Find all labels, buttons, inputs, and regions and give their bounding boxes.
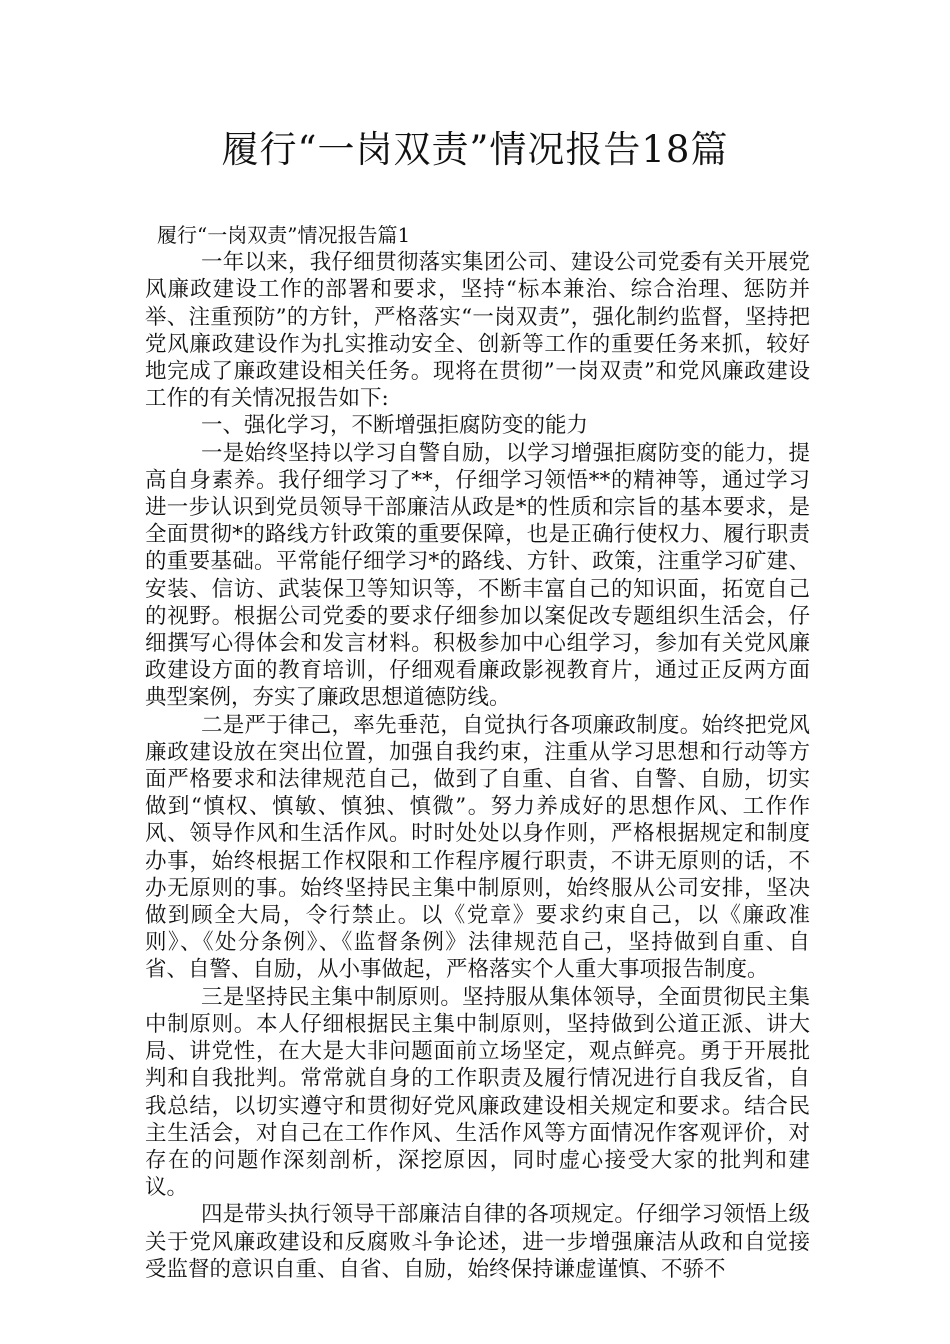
document-body <box>145 222 810 1283</box>
paragraph-intro: 一年以来，我仔细贯彻落实集团公司、建设公司党委有关开展党风廉政建设工作的部署和要求，坚持“标本兼治、综合治理、惩防并举、注重预防”的方针，严格落实“一岗双责”，强化制约监督，坚持把党风廉政建设作为扎实推动安全、创新等工作的重要任务来抓，较好地完成了廉政建设相关任务。现将在贯彻”一岗双责”和党风廉政建设工作的有关情况报告如下: <box>145 250 810 412</box>
document-title: 履行“一岗双责”情况报告18篇 <box>221 128 729 171</box>
paragraph-point-one: 一是始终坚持以学习自警自励，以学习增强拒腐防变的能力，提高自身素养。我仔细学习了**，仔细学习领悟**的精神等，通过学习进一步认识到党员领导干部廉洁从政是*的性质和宗旨的基本要求，是全面贯彻*的路线方针政策的重要保障，也是正确行使权力、履行职责的重要基础。平常能仔细学习*的路线、方针、政策，注重学习矿建、安装、信访、武装保卫等知识等，不断丰富自己的知识面，拓宽自己的视野。根据公司党委的要求仔细参加以案促改专题组织生活会，仔细撰写心得体会和发言材料。积极参加中心组学习，参加有关党风廉政建设方面的教育培训，仔细观看廉政影视教育片，通过正反两方面典型案例，夯实了廉政思想道德防线。 <box>145 440 810 711</box>
paragraph-point-four: 四是带头执行领导干部廉洁自律的各项规定。仔细学习领悟上级关于党风廉政建设和反腐败斗争论述，进一步增强廉洁从政和自觉接受监督的意识自重、自省、自励，始终保持谦虚谨慎、不骄不 <box>145 1202 810 1282</box>
paragraph-point-two: 二是严于律己，率先垂范，自觉执行各项廉政制度。始终把党风廉政建设放在突出位置，加强自我约束，注重从学习思想和行动等方面严格要求和法律规范自己，做到了自重、自省、自警、自励，切实做到“慎权、慎敏、慎独、慎微”。努力养成好的思想作风、工作作风、领导作风和生活作风。时时处处以身作则，严格根据规定和制度办事，始终根据工作权限和工作程序履行职责，不讲无原则的话，不办无原则的事。始终坚持民主集中制原则，始终服从公司安排，坚决做到顾全大局，令行禁止。以《党章》要求约束自己，以《廉政准则》、《处分条例》、《监督条例》法律规范自己，坚持做到自重、自省、自警、自励，从小事做起，严格落实个人重大事项报告制度。 <box>145 712 810 983</box>
paragraph-point-three: 三是坚持民主集中制原则。坚持服从集体领导，全面贯彻民主集中制原则。本人仔细根据民主集中制原则，坚持做到公道正派、讲大局、讲党性，在大是大非问题面前立场坚定，观点鲜亮。勇于开展批判和自我批判。常常就自身的工作职责及履行情况进行自我反省，自我总结，以切实遵守和贯彻好党风廉政建设相关规定和要求。结合民主生活会，对自己在工作作风、生活作风等方面情况作客观评价，对存在的问题作深刻剖析，深挖原因，同时虚心接受大家的批判和建议。 <box>145 984 810 1201</box>
section-heading: 履行“一岗双责”情况报告篇1 <box>157 223 411 247</box>
subheading-strengthen-study: 一、强化学习，不断增强拒腐防变的能力 <box>201 413 589 439</box>
